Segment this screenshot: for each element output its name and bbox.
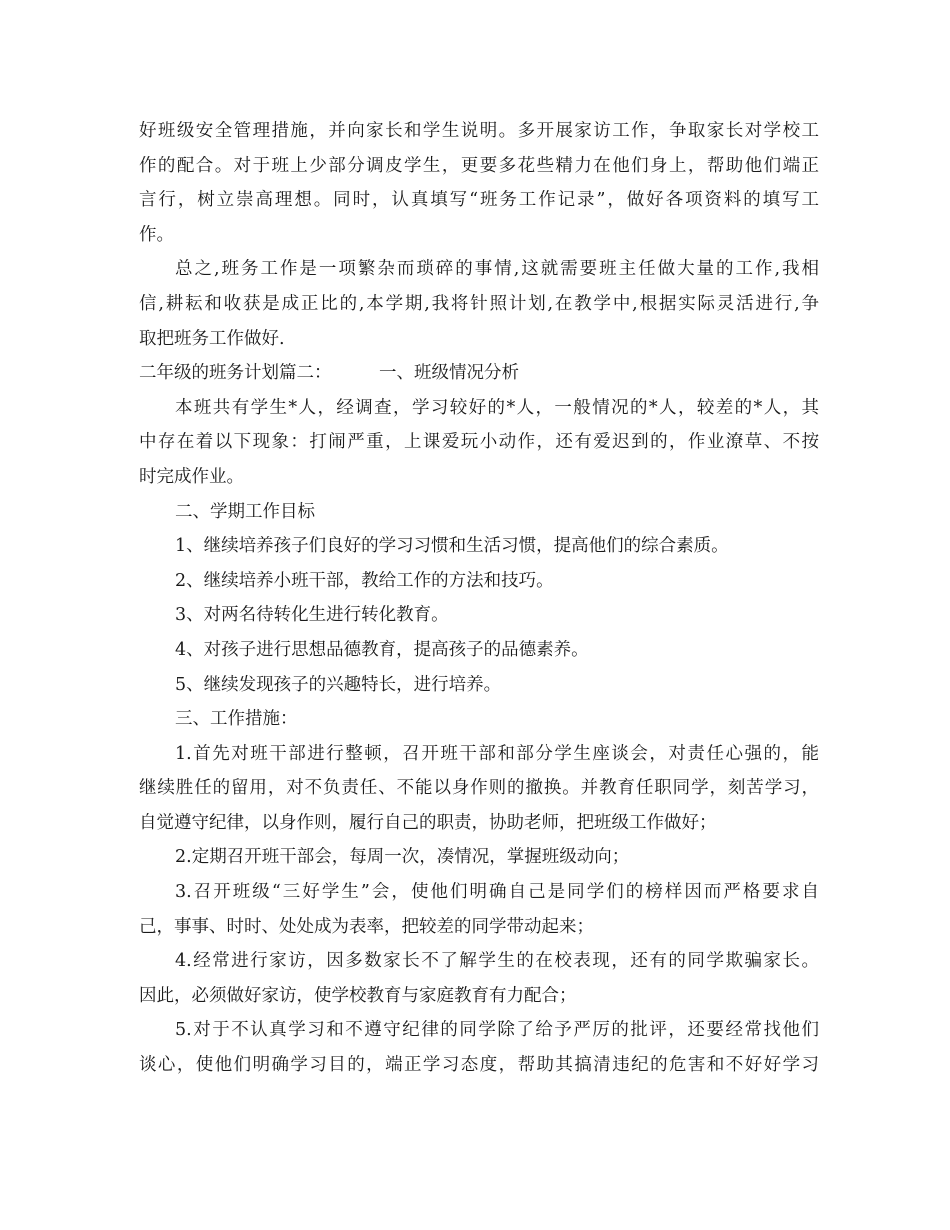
paragraph-line: 作的配合。对于班上少部分调皮学生，更要多花些精力在他们身上，帮助他们端正 xyxy=(139,155,819,176)
paragraph-line: 谈心，使他们明确学习目的，端正学习态度，帮助其搞清违纪的危害和不好好学习 xyxy=(139,1055,819,1076)
paragraph-line: 自觉遵守纪律，以身作则，履行自己的职责，协助老师，把班级工作做好； xyxy=(139,812,717,833)
paragraph-line: 继续胜任的留用，对不负责任、不能以身作则的撤换。并教育任职同学，刻苦学习， xyxy=(139,778,819,799)
paragraph-line: 3.召开班级“三好学生”会，使他们明确自己是同学们的榜样因而严格要求自 xyxy=(175,882,819,903)
paragraph-line: 1.首先对班干部进行整顿，召开班干部和部分学生座谈会，对责任心强的，能 xyxy=(175,743,819,764)
article-subtitle: 二年级的班务计划篇二： xyxy=(139,363,332,384)
section-heading-row xyxy=(139,356,819,391)
section-heading: 一、班级情况分析 xyxy=(379,363,519,384)
paragraph-line: 时完成作业。 xyxy=(139,466,244,487)
paragraph-line: 5.对于不认真学习和不遵守纪律的同学除了给予严厉的批评，还要经常找他们 xyxy=(175,1020,819,1041)
document-body xyxy=(139,114,819,1083)
paragraph-line: 本班共有学生*人，经调查，学习较好的*人，一般情况的*人，较差的*人，其 xyxy=(175,397,819,418)
list-item: 3、对两名待转化生进行转化教育。 xyxy=(175,605,449,626)
paragraph-line: 信,耕耘和收获是成正比的,本学期,我将针照计划,在教学中,根据实际灵活进行,争 xyxy=(139,293,819,314)
paragraph-line: 4.经常进行家访，因多数家长不了解学生的在校表现，还有的同学欺骗家长。 xyxy=(175,951,819,972)
list-item: 1、继续培养孩子们良好的学习习惯和生活习惯，提高他们的综合素质。 xyxy=(175,536,729,557)
paragraph-line: 好班级安全管理措施，并向家长和学生说明。多开展家访工作，争取家长对学校工 xyxy=(139,121,819,141)
list-item: 4、对孩子进行思想品德教育，提高孩子的品德素养。 xyxy=(175,639,589,660)
section-heading: 三、工作措施： xyxy=(175,709,298,730)
paragraph-line: 因此，必须做好家访，使学校教育与家庭教育有力配合； xyxy=(139,985,577,1006)
list-item: 2、继续培养小班干部，教给工作的方法和技巧。 xyxy=(175,570,554,591)
list-item: 5、继续发现孩子的兴趣特长，进行培养。 xyxy=(175,674,502,695)
paragraph-line: 总之,班务工作是一项繁杂而琐碎的事情,这就需要班主任做大量的工作,我相 xyxy=(175,259,819,280)
paragraph-line: 己，事事、时时、处处成为表率，把较差的同学带动起来； xyxy=(139,916,594,937)
paragraph-line: 中存在着以下现象：打闹严重，上课爱玩小动作，还有爱迟到的，作业潦草、不按 xyxy=(139,432,819,453)
paragraph-line: 言行，树立崇高理想。同时，认真填写“班务工作记录”，做好各项资料的填写工 xyxy=(139,190,819,211)
section-heading: 二、学期工作目标 xyxy=(175,501,315,522)
paragraph-line: 作。 xyxy=(139,224,174,245)
paragraph-line: 取把班务工作做好. xyxy=(139,328,285,349)
paragraph-line: 2.定期召开班干部会，每周一次，凑情况，掌握班级动向； xyxy=(175,847,630,868)
